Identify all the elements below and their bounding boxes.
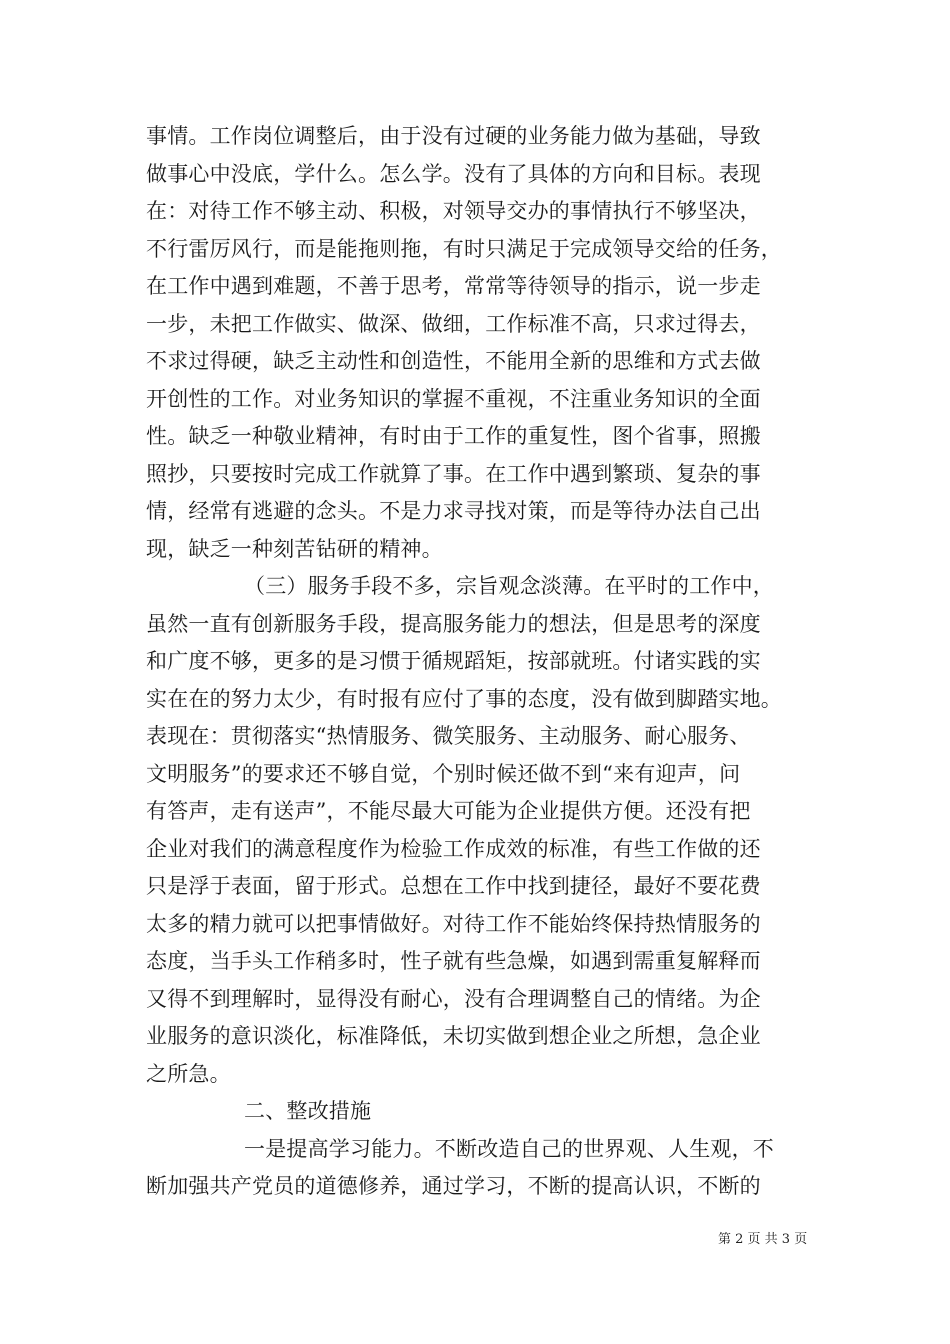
text-line: 性。缺乏一种敬业精神，有时由于工作的重复性，图个省事，照搬: [146, 424, 761, 448]
text-line: 一步，未把工作做实、做深、做细，工作标准不高，只求过得去，: [146, 311, 761, 336]
text-line: 断加强共产党员的道德修养，通过学习，不断的提高认识，不断的: [146, 1174, 761, 1198]
text-line: 业服务的意识淡化，标准降低，未切实做到想企业之所想，急企业: [146, 1024, 761, 1048]
text-line: 一是提高学习能力。不断改造自己的世界观、人生观，不: [244, 1136, 774, 1161]
text-line: 企业对我们的满意程度作为检验工作成效的标准，有些工作做的还: [146, 836, 761, 861]
text-line: 太多的精力就可以把事情做好。对待工作不能始终保持热情服务的: [146, 911, 761, 936]
text-line: 只是浮于表面，留于形式。总想在工作中找到捷径，最好不要花费: [146, 874, 761, 898]
text-line: 在工作中遇到难题，不善于思考，常常等待领导的指示，说一步走: [146, 274, 761, 298]
page-number-footer: 第 2 页 共 3 页: [718, 1232, 808, 1247]
text-line: 虽然一直有创新服务手段，提高服务能力的想法，但是思考的深度: [146, 611, 761, 636]
text-line: 文明服务”的要求还不够自觉，个别时候还做不到“来有迎声，问: [146, 761, 741, 786]
text-line: 之所急。: [146, 1061, 231, 1086]
text-line: 照抄，只要按时完成工作就算了事。在工作中遇到繁琐、复杂的事: [146, 461, 761, 486]
section-heading-rectification: 二、整改措施: [244, 1099, 372, 1123]
text-line: 情，经常有逃避的念头。不是力求寻找对策，而是等待办法自己出: [146, 499, 761, 523]
text-line: 态度，当手头工作稍多时，性子就有些急燥，如遇到需重复解释而: [146, 949, 761, 973]
text-line: 事情。工作岗位调整后，由于没有过硬的业务能力做为基础，导致: [146, 124, 761, 148]
text-line: 不行雷厉风行，而是能拖则拖，有时只满足于完成领导交给的任务，: [146, 236, 782, 261]
text-line: 有答声，走有送声”，不能尽最大可能为企业提供方便。还没有把: [146, 799, 751, 823]
text-line: 在：对待工作不够主动、积极，对领导交办的事情执行不够坚决，: [146, 199, 761, 223]
text-line: 现，缺乏一种刻苦钻研的精神。: [146, 536, 443, 561]
text-line: 不求过得硬，缺乏主动性和创造性，不能用全新的思维和方式去做: [146, 349, 761, 373]
body-text: [146, 118, 826, 1206]
text-line: 开创性的工作。对业务知识的掌握不重视，不注重业务知识的全面: [146, 386, 761, 411]
text-line: 做事心中没底，学什么。怎么学。没有了具体的方向和目标。表现: [146, 161, 761, 186]
text-line: 表现在：贯彻落实“热情服务、微笑服务、主动服务、耐心服务、: [146, 724, 751, 748]
text-line: 又得不到理解时，显得没有耐心，没有合理调整自己的情绪。为企: [146, 986, 761, 1011]
text-line: 实在在的努力太少，有时报有应付了事的态度，没有做到脚踏实地。: [146, 686, 782, 711]
section-heading-3: （三）服务手段不多，宗旨观念淡薄。在平时的工作中，: [244, 574, 774, 598]
text-line: 和广度不够，更多的是习惯于循规蹈矩，按部就班。付诸实践的实: [146, 649, 761, 673]
